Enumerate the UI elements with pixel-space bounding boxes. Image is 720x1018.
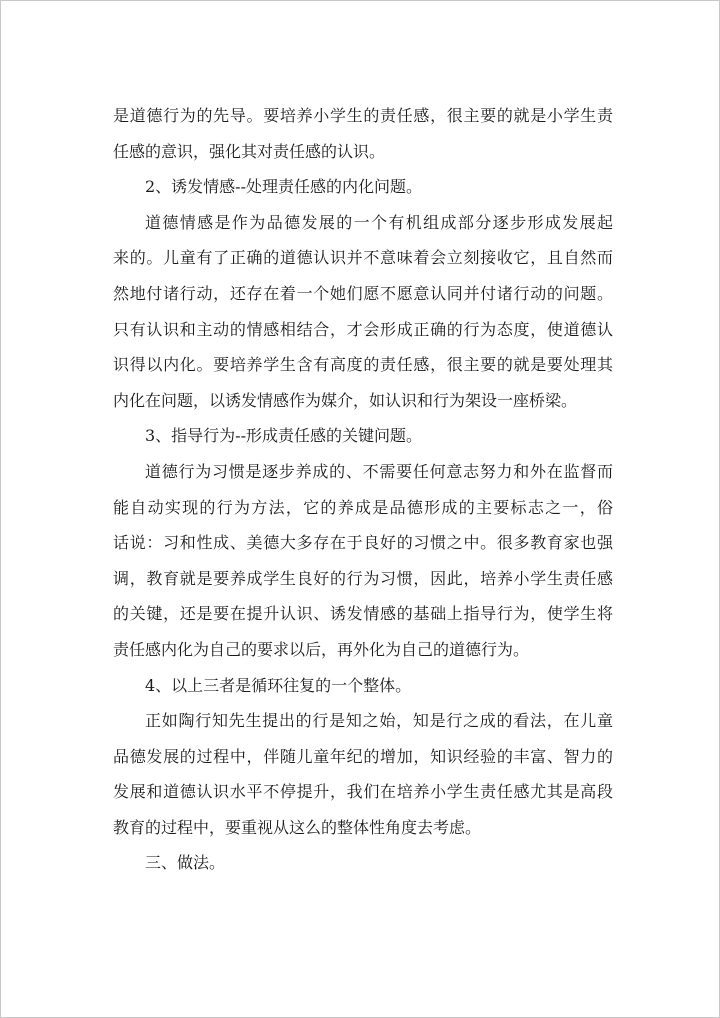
text-line: 任感的意识，强化其对责任感的认识。: [113, 141, 386, 161]
text-line: 能自动实现的行为方法，它的养成是品德形成的主要标志之一，俗: [113, 497, 613, 517]
text-line: 责任感内化为自己的要求以后，再外化为自己的道德行为。: [113, 639, 530, 659]
text-line: 教育的过程中，要重视从这么的整体性角度去考虑。: [113, 817, 482, 837]
text-line: 只有认识和主动的情感相结合，才会形成正确的行为态度，使道德认: [113, 319, 613, 339]
text-line: 正如陶行知先生提出的行是知之始，知是行之成的看法，在儿童: [145, 711, 613, 731]
text-line: 内化在问题，以诱发情感作为媒介，如认识和行为架设一座桥梁。: [113, 390, 578, 410]
section-heading: 3、指导行为--形成责任感的关键问题。: [145, 426, 422, 446]
section-heading: 4、以上三者是循环往复的一个整体。: [145, 675, 412, 695]
text-line: 品德发展的过程中，伴随儿童年纪的增加，知识经验的丰富、智力的: [113, 746, 613, 766]
text-line: 调，教育就是要养成学生良好的行为习惯，因此，培养小学生责任感: [113, 568, 613, 588]
text-line: 识得以内化。要培养学生含有高度的责任感，很主要的就是要处理其: [113, 355, 613, 375]
text-line: 的关键，还是要在提升认识、诱发情感的基础上指导行为，使学生将: [113, 604, 613, 624]
section-heading: 2、诱发情感--处理责任感的内化问题。: [145, 177, 422, 197]
text-line: 话说：习和性成、美德大多存在于良好的习惯之中。很多教育家也强: [113, 533, 613, 553]
text-line: 发展和道德认识水平不停提升，我们在培养小学生责任感尤其是高段: [113, 782, 613, 802]
text-line: 是道德行为的先导。要培养小学生的责任感，很主要的就是小学生责: [113, 106, 613, 125]
text-line: 道德行为习惯是逐步养成的、不需要任何意志努力和外在监督而: [145, 461, 613, 481]
section-heading: 三、做法。: [145, 853, 226, 873]
text-line: 道德情感是作为品德发展的一个有机组成部分逐步形成发展起: [145, 212, 613, 232]
text-line: 然地付诸行动，还存在着一个她们愿不愿意认同并付诸行动的问题。: [113, 283, 613, 303]
document-body: [113, 98, 613, 881]
text-line: 来的。儿童有了正确的道德认识并不意味着会立刻接收它，且自然而: [113, 248, 613, 268]
